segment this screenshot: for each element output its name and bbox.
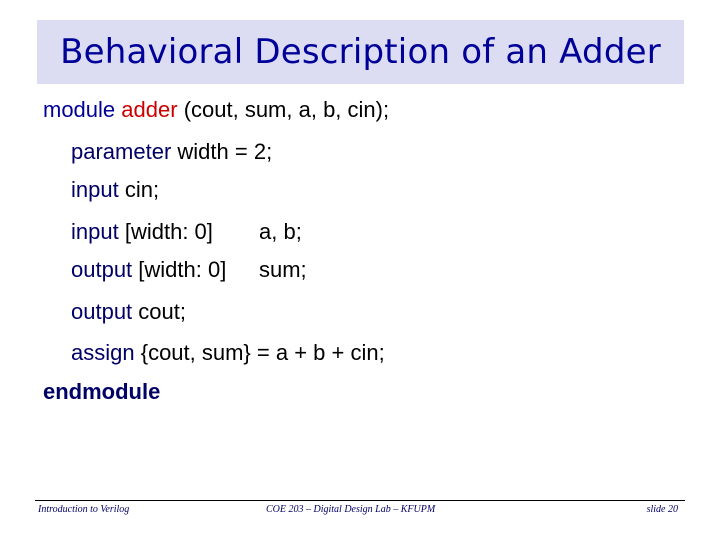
input-signals: a, b; (259, 219, 302, 244)
output-keyword: output (71, 257, 133, 282)
module-keyword: module (43, 97, 116, 122)
output-range: [width: 0] (138, 257, 227, 282)
code-line-module (43, 97, 389, 123)
module-ports: (cout, sum, a, b, cin); (183, 97, 390, 122)
code-line-endmodule (43, 379, 160, 405)
code-line-input-ab (71, 219, 471, 245)
code-line-output-sum (71, 257, 471, 283)
code-line-output-cout (71, 299, 186, 325)
output-signals: sum; (259, 257, 307, 282)
endmodule-keyword: endmodule (43, 379, 161, 404)
code-line-parameter (71, 139, 272, 165)
input-keyword: input (71, 177, 119, 202)
footer-center: COE 203 – Digital Design Lab – KFUPM (266, 504, 436, 515)
code-line-assign (71, 340, 385, 366)
output-keyword: output (71, 299, 133, 324)
footer-slide-number: slide 20 (646, 504, 678, 515)
parameter-keyword: parameter (71, 139, 172, 164)
title-banner (37, 20, 684, 84)
parameter-value: width = 2; (177, 139, 273, 164)
assign-keyword: assign (71, 340, 135, 365)
footer-divider (35, 500, 685, 501)
input-range: [width: 0] (124, 219, 213, 244)
slide-title: Behavioral Description of an Adder (60, 32, 661, 72)
code-line-input-cin (71, 177, 159, 203)
input-signal: cin; (124, 177, 160, 202)
assign-expression: {cout, sum} = a + b + cin; (140, 340, 385, 365)
footer-left: Introduction to Verilog (38, 504, 130, 515)
input-keyword: input (71, 219, 119, 244)
module-name: adder (121, 97, 178, 122)
output-signal: cout; (138, 299, 186, 324)
